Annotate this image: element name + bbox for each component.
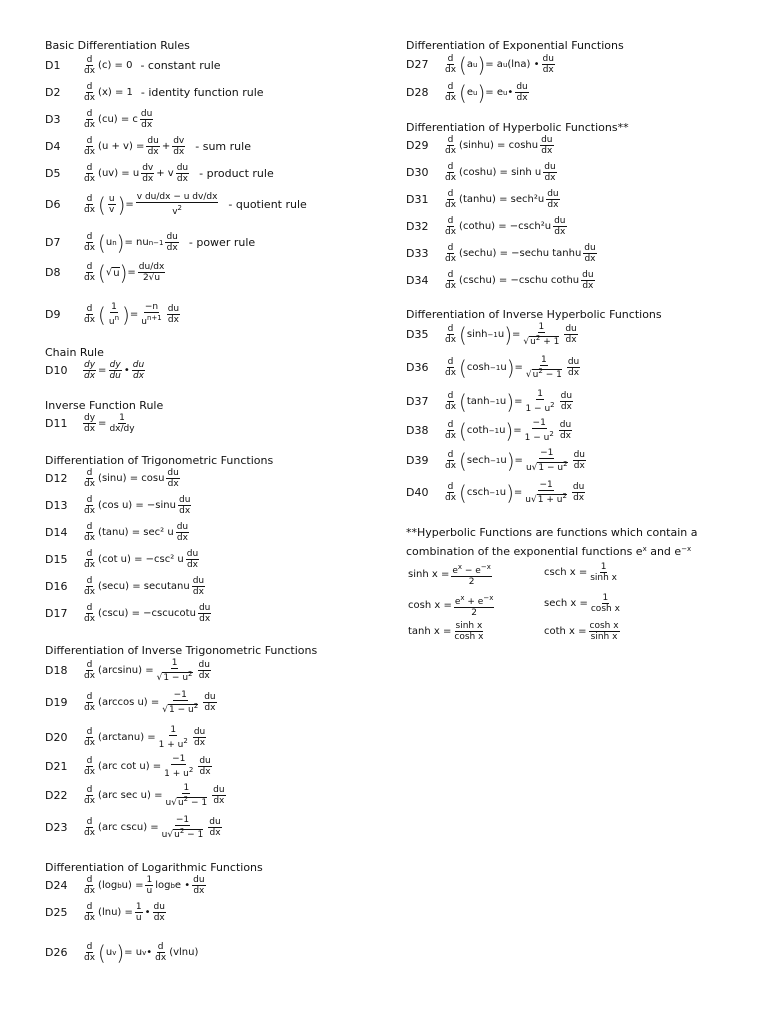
rule-d12: D12 d dx (sinu) = cosu du dx [45, 468, 179, 489]
rule-expression: (arc cscu) = [98, 822, 159, 833]
rule-label: D12 [45, 472, 68, 485]
rule-label: D13 [45, 499, 68, 512]
heading-hyperbolic: Differentiation of Hyperbolic Functions** [406, 121, 629, 134]
rule-expression: (cot u) = −csc² u [98, 554, 184, 565]
ddx-operator: d dx [84, 55, 96, 76]
rule-expression: (tanu) = sec² u [98, 527, 174, 538]
def-sinh: sinh x = $\frac{e^x - e^{-x}}{2}$ [408, 563, 491, 587]
rule-label: D20 [45, 731, 68, 744]
hyperbolic-note [406, 524, 716, 560]
quotient-fraction: v du/dx − u dv/dx $v^2$ [136, 192, 218, 217]
ddx-operator: d dx [445, 135, 457, 156]
rule-label: D27 [406, 58, 429, 71]
rule-label: D38 [406, 424, 429, 437]
ddx-operator: d dx [445, 82, 457, 103]
heading-inverse-hyperbolic: Differentiation of Inverse Hyperbolic Functions [406, 308, 662, 321]
heading-chain-rule: Chain Rule [45, 346, 104, 359]
rule-label: D28 [406, 86, 429, 99]
rule-d6: D6 d dx ( u v ) = v du/dx − u dv/dx $v^2$ - quotient rule [45, 192, 307, 217]
rule-label: D33 [406, 247, 429, 260]
note-line-2: combination of the exponential functions $e^x$ and $e^{-x}$ [406, 545, 692, 558]
rule-d4: D4 d dx (u + v) = $\frac{du}{dx}$ + dv dx - sum rule [45, 136, 251, 157]
ddx-operator: d dx [84, 522, 96, 543]
def-cosh: cosh x = $\frac{e^x + e^{-x}}{2}$ [408, 594, 494, 618]
ddx-operator: d dx [84, 576, 96, 597]
rule-expression: (cu) = c [98, 114, 138, 125]
fraction: dv dx [142, 163, 154, 184]
rule-expression: (arccos u) = [98, 697, 160, 708]
ddx-operator: d dx [84, 194, 96, 215]
rule-d3 [45, 109, 155, 130]
ddx-operator: d dx [84, 549, 96, 570]
rule-d22: D22 d dx (arc sec u) = $\frac{1}{u√u^2 - 1}$ du dx [45, 783, 225, 808]
rule-d39: D39 d dx ( sech −1 u ) = −1 $u√1 - u^2$ du dx [406, 448, 585, 473]
rule-label: D29 [406, 139, 429, 152]
def-tanh: tanh x = $\frac{\text{sinh x}}{\text{cosh x}}$ [408, 621, 484, 642]
rule-d20: D20 d dx (arctanu) = $\frac{1}{1 + u^2}$ du dx [45, 725, 206, 750]
rule-d31: D31 d dx (tanhu) = sech²u du dx [406, 189, 559, 210]
ddx-operator: d dx [445, 357, 457, 378]
ddx-operator: d dx [84, 785, 96, 806]
rule-label: D39 [406, 454, 429, 467]
fraction: $\frac{du}{dx}$ [147, 136, 159, 157]
rule-label: D7 [45, 236, 61, 249]
rule-label: D36 [406, 361, 429, 374]
ddx-operator: d dx [445, 324, 457, 345]
rule-label: D4 [45, 140, 61, 153]
ddx-operator: d dx [84, 942, 96, 963]
ddx-operator: d dx [84, 468, 96, 489]
rule-label: D14 [45, 526, 68, 539]
rule-d1 [45, 55, 221, 76]
rule-label: D1 [45, 59, 61, 72]
fraction: du dx [176, 163, 189, 184]
heading-basic-rules: Basic Differentiation Rules [45, 39, 190, 52]
rule-d24: D24 d dx (log b u) = 1 u log b e • du dx [45, 875, 205, 896]
rule-label: D22 [45, 789, 68, 802]
rule-d26: D26 d dx ( u v ) = u v • d dx (vlnu) [45, 940, 199, 965]
rule-d8: D8 d dx ( √ u ) = du/dx 2√u [45, 260, 165, 285]
ddx-operator: d dx [445, 243, 457, 264]
rule-label: D37 [406, 395, 429, 408]
rule-label: D35 [406, 328, 429, 341]
fraction: du dx [167, 304, 180, 325]
rule-label: D17 [45, 607, 68, 620]
rule-label: D2 [45, 86, 61, 99]
rule-label: D8 [45, 266, 61, 279]
rule-expression: (arcsinu) = [98, 665, 154, 676]
rule-expression: (cos u) = −sinu [98, 500, 176, 511]
def-csch: csch x = $\frac{1}{\text{sinh x}}$ [544, 562, 617, 583]
ddx-operator: d dx [445, 162, 457, 183]
rule-d21: D21 d dx (arc cot u) = $\frac{-1}{1 + u^2}$ du dx [45, 754, 211, 779]
rule-d36: D36 d dx ( cosh −1 u ) = 1 $√u^2 - 1$ du dx [406, 355, 580, 380]
rule-label: D31 [406, 193, 429, 206]
ddx-operator: d dx [445, 420, 457, 441]
rule-d17: D17 d dx (cscu) = −cscucotu du dx [45, 603, 211, 624]
rule-label: D19 [45, 696, 68, 709]
rule-d23: D23 d dx (arc cscu) = $\frac{-1}{u√u^2 - 1}$ du dx [45, 815, 221, 840]
rule-d38: D38 d dx ( coth −1 u ) = −1 $1 - u^2$ du dx [406, 418, 572, 443]
rule-d10: D10 dy dx = dy du • du dx [45, 360, 145, 381]
ddx-operator: d dx [445, 482, 457, 503]
ddx-operator: d dx [84, 109, 96, 130]
rule-label: D9 [45, 308, 61, 321]
note-line-1: **Hyperbolic Functions are functions which contain a [406, 526, 698, 539]
ddx-operator: d dx [84, 304, 96, 325]
rule-label: D5 [45, 167, 61, 180]
rule-label: D3 [45, 113, 61, 126]
ddx-operator: d dx [84, 163, 96, 184]
rule-d27: D27 d dx ( a u ) = a u (lna) • du dx [406, 52, 554, 77]
rule-expression: (x) = 1 [98, 87, 133, 98]
rule-d37: D37 d dx ( tanh −1 u ) = 1 $1 - u^2$ du dx [406, 389, 573, 414]
rule-d30: D30 d dx (coshu) = sinh u du dx [406, 162, 556, 183]
rule-expression: (sinu) = cosu [98, 473, 165, 484]
ddx-operator: d dx [84, 136, 96, 157]
rule-description: - identity function rule [140, 86, 264, 99]
rule-d33: D33 d dx (sechu) = −sechu tanhu du dx [406, 243, 596, 264]
rule-d28: D28 d dx ( e u ) = e u • du dx [406, 80, 528, 105]
fraction: u v [108, 194, 115, 215]
rule-d2 [45, 82, 264, 103]
ddx-operator: d dx [84, 495, 96, 516]
rule-expression: (cscu) = −cscucotu [98, 608, 196, 619]
def-sech: sech x = $\frac{1}{\text{cosh x}}$ [544, 593, 620, 614]
ddx-operator: d dx [84, 262, 96, 283]
rule-d40: D40 d dx ( csch −1 u ) = −1 $u√1 + u^2$ du dx [406, 480, 585, 505]
rule-label: D15 [45, 553, 68, 566]
rule-expression: (secu) = secutanu [98, 581, 190, 592]
ddx-operator: d dx [84, 603, 96, 624]
ddx-operator: d dx [84, 82, 96, 103]
rule-d15: D15 d dx (cot u) = −csc² u du dx [45, 549, 199, 570]
fraction: du dx [140, 109, 153, 130]
fraction: du/dx 2√u [138, 262, 165, 283]
rule-label: D16 [45, 580, 68, 593]
def-coth: coth x = $\frac{\text{cosh x}}{\text{sinh x}}$ [544, 621, 619, 642]
rule-label: D24 [45, 879, 68, 892]
rule-expression: (coshu) = sinh u [459, 167, 542, 178]
rule-d14: D14 d dx (tanu) = sec² u du dx [45, 522, 189, 543]
heading-inverse-trig: Differentiation of Inverse Trigonometric Functions [45, 644, 318, 657]
ddx-operator: d dx [84, 902, 96, 923]
ddx-operator: d dx [84, 727, 96, 748]
rule-description: - sum rule [195, 140, 251, 153]
ddx-operator: d dx [445, 189, 457, 210]
rule-d5: D5 d dx (uv) = u dv dx + v du dx - product rule [45, 163, 274, 184]
rule-label: D30 [406, 166, 429, 179]
rule-label: D21 [45, 760, 68, 773]
rule-label: D25 [45, 906, 68, 919]
rule-d13: D13 d dx (cos u) = −sinu du dx [45, 495, 191, 516]
ddx-operator: d dx [445, 450, 457, 471]
rule-expression: (sinhu) = coshu [459, 140, 539, 151]
heading-log: Differentiation of Logarithmic Functions [45, 861, 263, 874]
rule-label: D10 [45, 364, 68, 377]
ddx-operator: d dx [445, 270, 457, 291]
rule-expression: (cothu) = −csch²u [459, 221, 552, 232]
rule-description: - power rule [188, 236, 256, 249]
rule-d11: D11 dy dx = 1 dx/dy [45, 413, 135, 434]
rule-d29: D29 d dx (sinhu) = coshu du dx [406, 135, 553, 156]
rule-expression: (arc cot u) = [98, 761, 162, 772]
rule-d34: D34 d dx (cschu) = −cschu cothu du dx [406, 270, 594, 291]
rule-expression: (uv) = u [98, 168, 140, 179]
rule-expression: (arctanu) = [98, 732, 156, 743]
rule-label: D23 [45, 821, 68, 834]
rule-description: - quotient rule [228, 198, 307, 211]
heading-trig: Differentiation of Trigonometric Functions [45, 454, 274, 467]
rule-label: D34 [406, 274, 429, 287]
rule-description: - product rule [199, 167, 274, 180]
fraction: dv dx [173, 136, 185, 157]
rule-label: D6 [45, 198, 61, 211]
ddx-operator: d dx [84, 875, 96, 896]
rule-label: D40 [406, 486, 429, 499]
rule-description: - constant rule [140, 59, 221, 72]
fraction: −n $u^{n+1}$ [141, 302, 162, 327]
ddx-operator: d dx [84, 817, 96, 838]
rule-label: D18 [45, 664, 68, 677]
rule-d9: D9 d dx ( 1 $u^n$ ) = −n $u^{n+1}$ du dx [45, 302, 180, 327]
rule-d7: D7 d dx ( u n ) = nu n−1 du dx - power rule [45, 230, 256, 255]
rule-label: D11 [45, 417, 68, 430]
fraction: du dx [166, 232, 178, 253]
rule-d32: D32 d dx (cothu) = −csch²u du dx [406, 216, 566, 237]
ddx-operator: d dx [445, 54, 457, 75]
rule-expression: (u + v) = [98, 141, 145, 152]
rule-d16: D16 d dx (secu) = secutanu du dx [45, 576, 205, 597]
rule-d25: D25 d dx (lnu) = 1 u • du dx [45, 902, 165, 923]
heading-exponential: Differentiation of Exponential Functions [406, 39, 624, 52]
heading-inverse-rule: Inverse Function Rule [45, 399, 164, 412]
rule-expression: (sechu) = −sechu tanhu [459, 248, 582, 259]
rule-label: D26 [45, 946, 68, 959]
ddx-operator: d dx [84, 756, 96, 777]
rule-d19: D19 d dx (arccos u) = $\frac{-1}{√1 - u^2}$ du dx [45, 690, 216, 715]
ddx-operator: d dx [445, 391, 457, 412]
ddx-operator: d dx [84, 660, 96, 681]
rule-expression: (c) = 0 [98, 60, 133, 71]
rule-expression: (arc sec u) = [98, 790, 163, 801]
rule-d18: D18 d dx (arcsinu) = $\frac{1}{√1 - u^2}$ du dx [45, 658, 210, 683]
rule-expression: (tanhu) = sech²u [459, 194, 545, 205]
ddx-operator: d dx [84, 692, 96, 713]
ddx-operator: d dx [84, 232, 96, 253]
ddx-operator: d dx [445, 216, 457, 237]
rule-expression: (cschu) = −cschu cothu [459, 275, 580, 286]
rule-label: D32 [406, 220, 429, 233]
rule-d35: D35 d dx ( sinh −1 u ) = 1 $√u^2 + 1$ du dx [406, 322, 577, 347]
